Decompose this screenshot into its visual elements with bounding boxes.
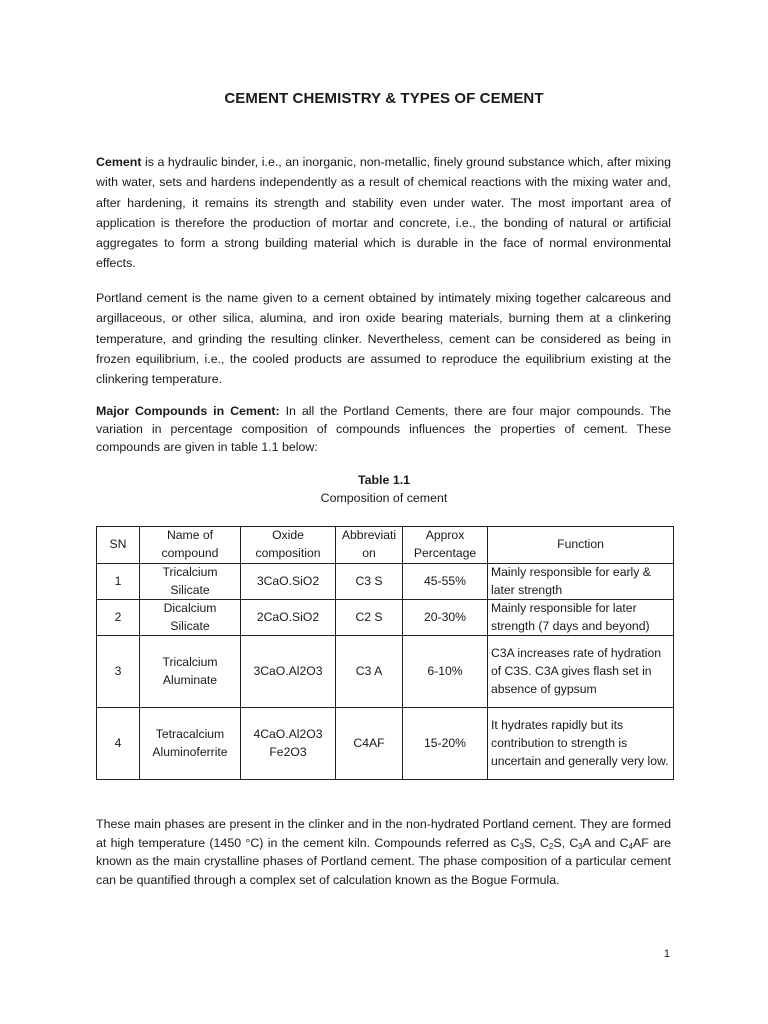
cell-abbreviation: C3 A [336,636,403,708]
table-row [97,564,674,600]
page-number: 1 [663,948,670,960]
phases-text-4: A and C [582,835,629,850]
document-title: CEMENT CHEMISTRY & TYPES OF CEMENT [224,90,544,107]
subscript-3: 3 [578,841,583,851]
composition-table [96,526,674,780]
cell-abbreviation: C2 S [336,600,403,636]
table-row [97,600,674,636]
table-row [97,636,674,708]
cell-oxide: 2CaO.SiO2 [241,600,336,636]
phases-text-5: AF are known as the main crystalline phases of Portland cement. The phase composition of a particular cement can be quantified through a complex set of calculation known as the Bogue Formula. [96,835,671,887]
header-oxide: Oxide composition [241,527,336,564]
cell-percentage: 20-30% [403,600,488,636]
header-abbreviation: Abbreviati on [336,527,403,564]
cell-name: Dicalcium Silicate [140,600,241,636]
phases-text-3: S, C [553,835,579,850]
cell-percentage: 6-10% [403,636,488,708]
portland-cement-paragraph: Portland cement is the name given to a cement obtained by intimately mixing together calcareous and argillaceous, or other silica, alumina, and iron oxide bearing materials, burning them at a clinkering temperature, and grinding the resulting clinker. Nevertheless, cement can be considered as being in frozen equilibrium, i.e., the cooled products are assumed to reproduce the equilibrium existing at the clinkering temperature. [96,291,671,387]
cell-percentage: 45-55% [403,564,488,600]
cell-abbreviation: C4AF [336,708,403,780]
cell-name: Tricalcium Silicate [140,564,241,600]
header-percentage: Approx Percentage [403,527,488,564]
cell-percentage: 15-20% [403,708,488,780]
phases-text-2: S, C [523,835,549,850]
table-caption-title: Composition of cement [320,491,448,505]
header-function: Function [488,527,674,564]
subscript-3: 3 [519,841,524,851]
cell-sn: 3 [97,636,140,708]
cell-oxide: 3CaO.Al2O3 [241,636,336,708]
table-caption-number: Table 1.1 [357,473,411,487]
header-name: Name of compound [140,527,241,564]
cement-definition-text: is a hydraulic binder, i.e., an inorganic, non-metallic, finely ground substance which, after mixing with water, sets and hardens independently as a result of chemical reactions with the mixing water and, after hardening, it remains its strength and stability even under water. The most important area of application is therefore the production of mortar and concrete, i.e., the bonding of natural or artificial aggregates to form a strong building material which is durable in the face of normal environmental effects. [96,155,671,271]
cell-name: Tricalcium Aluminate [140,636,241,708]
phases-text-1: These main phases are present in the clinker and in the non-hydrated Portland cement. They are formed at high temperature (1450 °C) in the cement kiln. Compounds referred as C [96,817,671,850]
cell-sn: 4 [97,708,140,780]
cell-oxide: 4CaO.Al2O3 Fe2O3 [241,708,336,780]
cell-function: Mainly responsible for early & later strength [488,564,674,600]
major-compounds-heading: Major Compounds in Cement: [96,404,280,418]
cell-sn: 1 [97,564,140,600]
cement-term: Cement [96,155,142,169]
cell-abbreviation: C3 S [336,564,403,600]
subscript-2: 2 [548,841,554,851]
table-header-row [97,527,674,564]
cell-sn: 2 [97,600,140,636]
major-compounds-text: In all the Portland Cements, there are four major compounds. The variation in percentage composition of compounds influences the properties of cement. These compounds are given in table 1.1 below: [96,404,671,454]
table-row [97,708,674,780]
cell-function: C3A increases rate of hydration of C3S. C3A gives flash set in absence of gypsum [488,636,674,708]
cell-name: Tetracalcium Aluminoferrite [140,708,241,780]
main-phases-paragraph [96,815,671,889]
cement-definition-paragraph [96,152,671,274]
cell-oxide: 3CaO.SiO2 [241,564,336,600]
subscript-4: 4 [628,841,633,851]
header-sn: SN [97,527,140,564]
cell-function: Mainly responsible for later strength (7 days and beyond) [488,600,674,636]
cell-function: It hydrates rapidly but its contribution to strength is uncertain and generally very low. [488,708,674,780]
major-compounds-paragraph [96,402,671,456]
